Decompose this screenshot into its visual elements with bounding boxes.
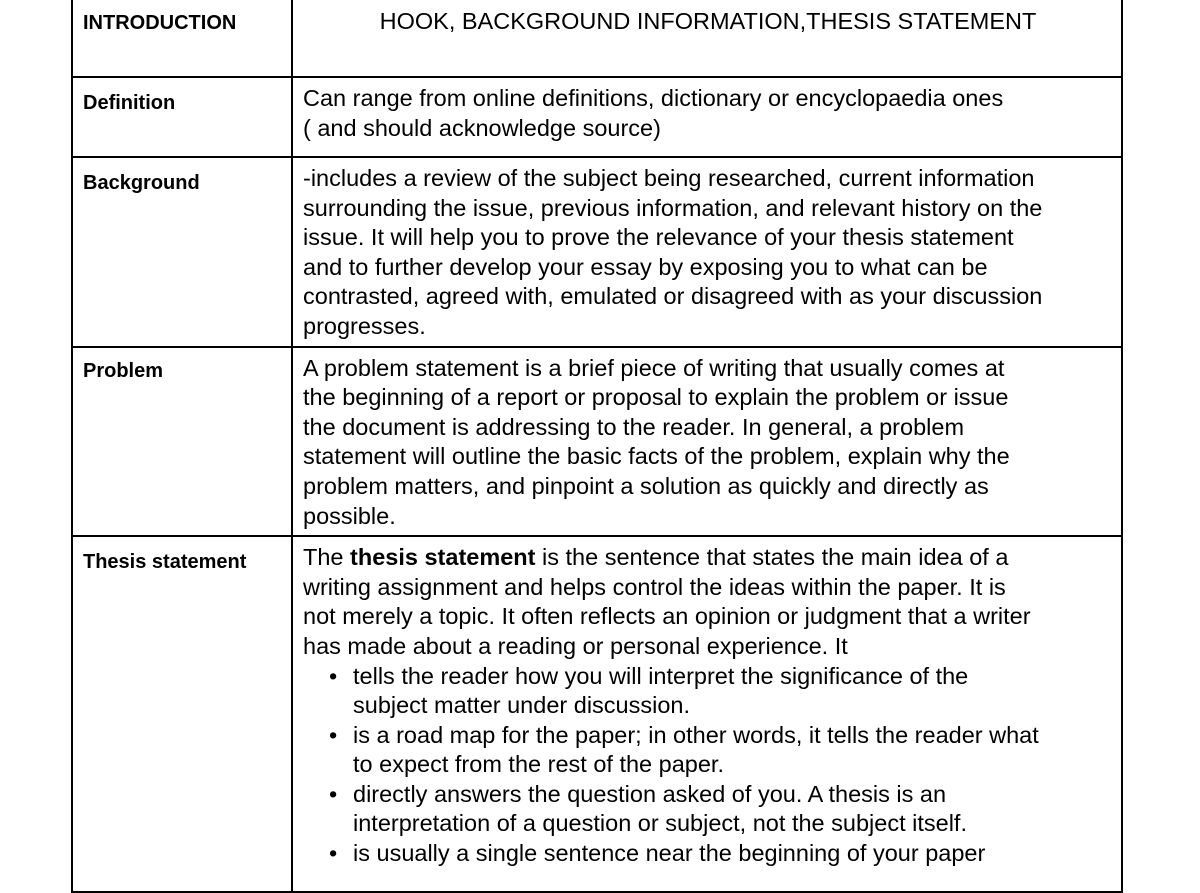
thesis-keyword: thesis statement	[350, 544, 536, 571]
text-line: possible.	[303, 502, 396, 529]
text-line: has made about a reading or personal experience. It	[303, 632, 848, 659]
thesis-bullet-list	[303, 662, 1113, 869]
row-label-background: Background	[72, 157, 292, 347]
text-line: contrasted, agreed with, emulated or disagreed with as your discussion	[303, 283, 1043, 310]
text-line: and to further develop your essay by exposing you to what can be	[303, 253, 988, 280]
row-content-thesis	[292, 536, 1122, 892]
text-line: • is a road map for the paper; in other words, it tells the reader what	[353, 721, 1039, 748]
text-line: • directly answers the question asked of you. A thesis is an	[353, 780, 947, 807]
table-row-introduction	[72, 0, 1122, 77]
row-content-introduction: HOOK, BACKGROUND INFORMATION,THESIS STATEMENT	[292, 0, 1122, 77]
text-line: to expect from the rest of the paper.	[353, 751, 724, 778]
essay-structure-table	[71, 0, 1123, 893]
table-row-background	[72, 157, 1122, 347]
text-line: writing assignment and helps control the ideas within the paper. It is	[303, 573, 1006, 600]
text-line	[303, 543, 1113, 573]
list-item	[353, 662, 1113, 721]
list-item	[353, 721, 1113, 780]
row-content-problem	[292, 347, 1122, 537]
text-line: issue. It will help you to prove the relevance of your thesis statement	[303, 224, 1014, 251]
text-line: the document is addressing to the reader. In general, a problem	[303, 413, 965, 440]
list-item	[353, 839, 1113, 869]
text-line: Can range from online definitions, dictionary or encyclopaedia ones	[303, 85, 1004, 111]
text-line: • is usually a single sentence near the beginning of your paper	[353, 840, 986, 867]
text-line: surrounding the issue, previous information, and relevant history on the	[303, 194, 1043, 221]
row-label-introduction: INTRODUCTION	[72, 0, 292, 77]
text-line: A problem statement is a brief piece of writing that usually comes at	[303, 354, 1005, 381]
text-line: • tells the reader how you will interpret the significance of the	[353, 662, 969, 689]
table-row-thesis	[72, 536, 1122, 892]
row-label-definition: Definition	[72, 77, 292, 157]
row-label-thesis: Thesis statement	[72, 536, 292, 892]
intro-rest: is the sentence that states the main idea of a	[535, 544, 1009, 571]
text-line: problem matters, and pinpoint a solution as quickly and directly as	[303, 472, 989, 499]
row-content-definition	[292, 77, 1122, 157]
text-line: interpretation of a question or subject, not the subject itself.	[353, 810, 967, 837]
text-line: ( and should acknowledge source)	[303, 114, 661, 141]
list-item	[353, 780, 1113, 839]
intro-prefix: The	[303, 544, 351, 571]
row-label-problem: Problem	[72, 347, 292, 537]
text-line: -includes a review of the subject being researched, current information	[303, 165, 1035, 191]
table-row-problem	[72, 347, 1122, 537]
text-line: the beginning of a report or proposal to explain the problem or issue	[303, 384, 1009, 411]
table-row-definition	[72, 77, 1122, 157]
text-line: statement will outline the basic facts of the problem, explain why the	[303, 443, 1010, 470]
text-line: not merely a topic. It often reflects an opinion or judgment that a writer	[303, 603, 1031, 630]
text-line: subject matter under discussion.	[353, 692, 690, 719]
row-content-background	[292, 157, 1122, 347]
text-line: progresses.	[303, 312, 426, 339]
